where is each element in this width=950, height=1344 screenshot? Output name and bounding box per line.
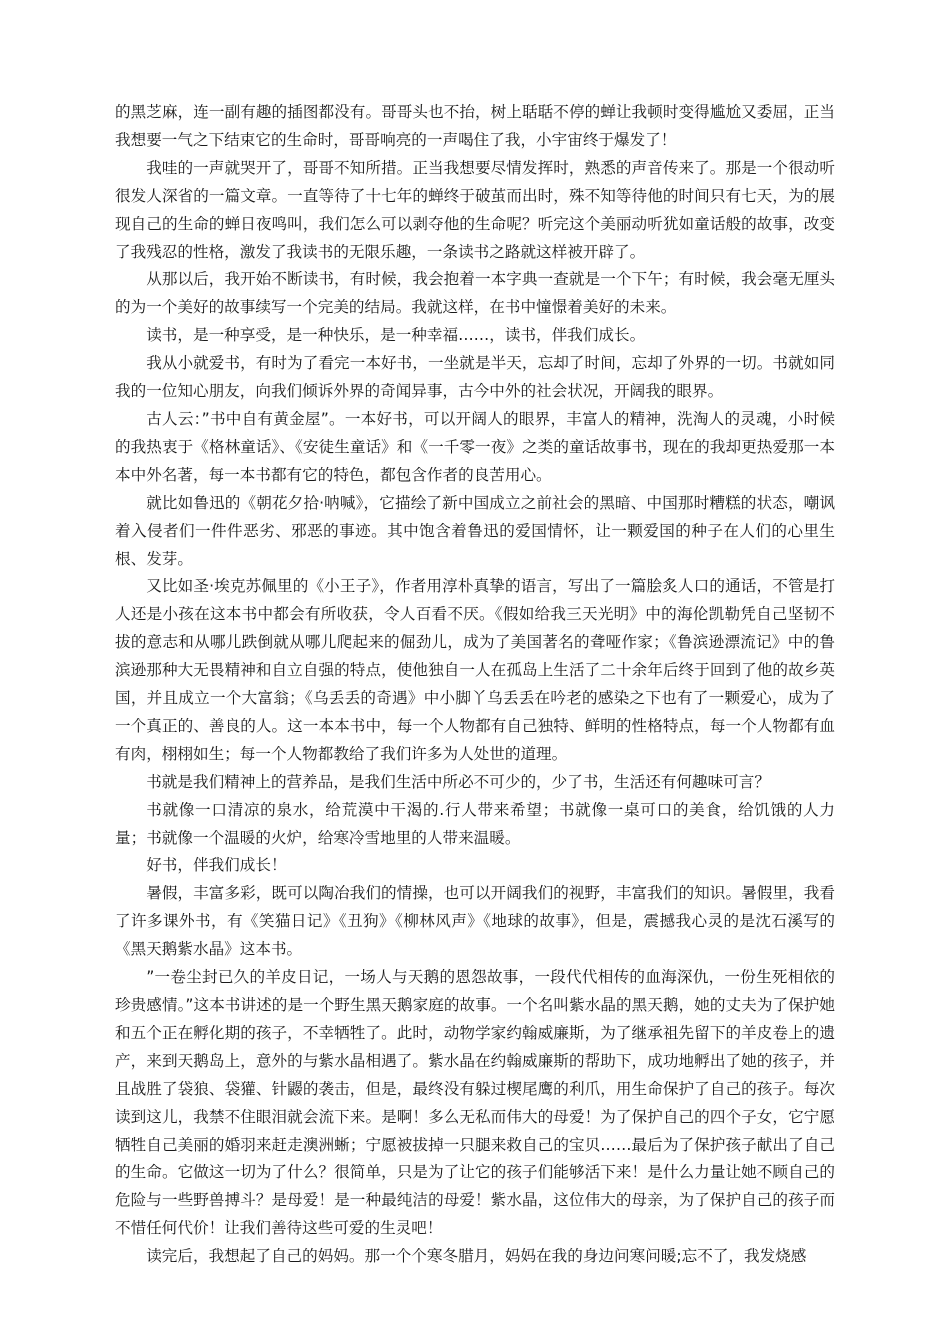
- paragraph: 我哇的一声就哭开了，哥哥不知所措。正当我想要尽情发挥时，熟悉的声音传来了。那是一个很动听很发人深省的一篇文章。一直等待了十七年的蝉终于破茧而出时，殊不知等待他的时间只有七天，为的展现自己的生命的蝉日夜鸣叫，我们怎么可以剥夺他的生命呢？听完这个美丽动听犹如童话般的故事，改变了我残忍的性格，激发了我读书的无限乐趣，一条读书之路就这样被开辟了。: [115, 158, 835, 261]
- paragraph: 我从小就爱书，有时为了看完一本好书，一坐就是半天，忘却了时间，忘却了外界的一切。书就如同我的一位知心朋友，向我们倾诉外界的奇闻异事，古今中外的社会状况，开阔我的眼界。: [115, 354, 835, 401]
- paragraph: 好书，伴我们成长！: [146, 856, 287, 875]
- paragraph: 就比如鲁迅的《朝花夕拾·呐喊》，它描绘了新中国成立之前社会的黑暗、中国那时糟糕的状态，嘲讽着入侵者们一件件恶劣、邪恶的事迹。其中饱含着鲁迅的爱国情怀，让一颗爱国的种子在人们的心里生根、发芽。: [115, 493, 835, 568]
- paragraph: ”一卷尘封已久的羊皮日记，一场人与天鹅的恩怨故事，一段代代相传的血海深仇，一份生死相依的珍贵感情。”这本书讲述的是一个野生黑天鹅家庭的故事。一个名叫紫水晶的黑天鹅，她的丈夫为了保护她和五个正在孵化期的孩子，不幸牺牲了。此时，动物学家约翰威廉斯，为了继承祖先留下的羊皮卷上的遗产，来到天鹅岛上，意外的与紫水晶相遇了。紫水晶在约翰威廉斯的帮助下，成功地孵出了她的孩子，并且战胜了袋狼、袋獾、针鼹的袭击，但是，最终没有躲过楔尾鹰的利爪，用生命保护了自己的孩子。每次读到这儿，我禁不住眼泪就会流下来。是啊！多么无私而伟大的母爱！为了保护自己的四个子女，它宁愿牺牲自己美丽的婚羽来赶走澳洲蜥；宁愿被拔掉一只腿来救自己的宝贝……最后为了保护孩子献出了自己的生命。它做这一切为了什么？很简单，只是为了让它的孩子们能够活下来！是什么力量让她不顾自己的危险与一些野兽搏斗？是母爱！是一种最纯洁的母爱！紫水晶，这位伟大的母亲，为了保护自己的孩子而不惜任何代价！让我们善待这些可爱的生灵吧！: [115, 968, 835, 1238]
- paragraph: 从那以后，我开始不断读书，有时候，我会抱着一本字典一查就是一个下午；有时候，我会毫无厘头的为一个美好的故事续写一个完美的结局。我就这样，在书中憧憬着美好的未来。: [115, 270, 835, 317]
- paragraph: 书就是我们精神上的营养品，是我们生活中所必不可少的，少了书，生活还有何趣味可言？: [146, 772, 770, 791]
- paragraph: 书就像一口清凉的泉水，给荒漠中干渴的.行人带来希望；书就像一桌可口的美食，给饥饿的人力量；书就像一个温暖的火炉，给寒冷雪地里的人带来温暖。: [115, 800, 835, 847]
- paragraph: 又比如圣·埃克苏佩里的《小王子》，作者用淳朴真挚的语言，写出了一篇脍炙人口的通话，不管是打人还是小孩在这本书中都会有所收获，令人百看不厌。《假如给我三天光明》中的海伦凯勒凭自己坚韧不拔的意志和从哪儿跌倒就从哪儿爬起来的倔劲儿，成为了美国著名的聋哑作家；《鲁滨逊漂流记》中的鲁滨逊那种大无畏精神和自立自强的特点，使他独自一人在孤岛上生活了二十余年后终于回到了他的故乡英国，并且成立一个大富翁；《乌丢丢的奇遇》中小脚丫乌丢丢在吟老的感染之下也有了一颗爱心，成为了一个真正的、善良的人。这一本本书中，每一个人物都有自己独特、鲜明的性格特点，每一个人物都有血有肉，栩栩如生；每一个人物都教给了我们许多为人处世的道理。: [115, 577, 835, 763]
- paragraph: 古人云：”书中自有黄金屋”。一本好书，可以开阔人的眼界，丰富人的精神，洗淘人的灵魂，小时候的我热衷于《格林童话》、《安徒生童话》和《一千零一夜》之类的童话故事书，现在的我却更热爱那一本本中外名著，每一本书都有它的特色，都包含作者的良苦用心。: [115, 409, 835, 484]
- paragraph: 的黑芝麻，连一副有趣的插图都没有。哥哥头也不抬，树上聒聒不停的蝉让我顿时变得尴尬又委屈，正当我想要一气之下结束它的生命时，哥哥响亮的一声喝住了我，小宇宙终于爆发了！: [115, 103, 835, 149]
- paragraph: 读书，是一种享受，是一种快乐，是一种幸福……，读书，伴我们成长。: [146, 326, 646, 345]
- document-body: [115, 99, 835, 1271]
- paragraph: 暑假，丰富多彩，既可以陶冶我们的情操，也可以开阔我们的视野，丰富我们的知识。暑假里，我看了许多课外书，有《笑猫日记》《丑狗》《柳林风声》《地球的故事》，但是，震撼我心灵的是沈石溪写的《黑天鹅紫水晶》这本书。: [115, 884, 835, 959]
- paragraph: 读完后，我想起了自己的妈妈。那一个个寒冬腊月，妈妈在我的身边问寒问暖;忘不了，我发烧感: [146, 1247, 807, 1266]
